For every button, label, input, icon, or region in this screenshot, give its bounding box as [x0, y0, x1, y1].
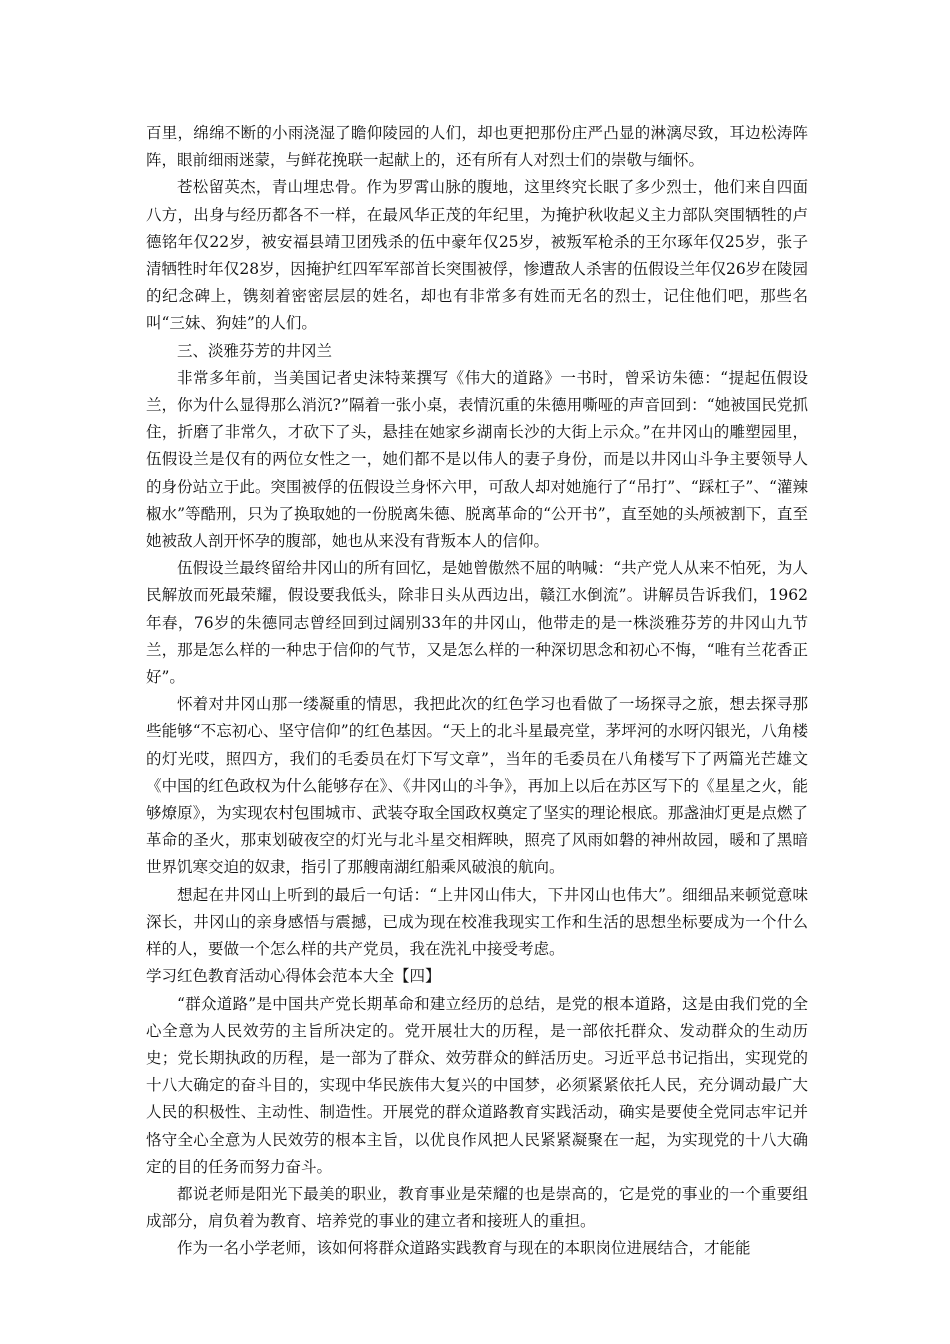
paragraph-primary-teacher: 作为一名小学老师，该如何将群众道路实践教育与现在的本职岗位进展结合，才能能 [177, 1239, 751, 1258]
paragraph-mass-line: “群众道路”是中国共产党长期革命和建立经历的总结，是党的根本道路，这是由我们党的全心全意为人民效劳的主旨所决定的。党开展壮大的历程，是一部依托群众、发动群众的生动历史；党长期执政的历程，是一部为了群众、效劳群众的鲜活历史。习近平总书记指出，实现党的十八大确定的奋斗目的，实现中华民族伟大复兴的中国梦，必须紧紧依托人民，充分调动最广大人民的积极性、主动性、制造性。开展党的群众道路教育实践活动，确实是要使全党同志牢记并恪守全心全意为人民效劳的根本主旨，以优良作风把人民紧紧凝聚在一起，为实现党的十八大确定的目的任务而努力奋斗。 [146, 994, 808, 1176]
paragraph-red-gene: 怀着对井冈山那一缕凝重的情思，我把此次的红色学习也看做了一场探寻之旅，想去探寻那些能够“不忘初心、坚守信仰”的红色基因。“天上的北斗星最亮堂，茅坪河的水呀闪银光，八角楼的灯光哎，照四方，我们的毛委员在灯下写文章”，当年的毛委员在八角楼写下了两篇光芒雄文《中国的红色政权为什么能够存在》、《井冈山的斗争》，再加上以后在苏区写下的《星星之火，能够燎原》，为实现农村包围城市、武装夺取全国政权奠定了坚实的理论根底。那盏油灯更是点燃了革命的圣火，那束划破夜空的灯光与北斗星交相辉映，照亮了风雨如磐的神州故园，暖和了黑暗世界饥寒交迫的奴隶，指引了那艘南湖红船乘风破浪的航向。 [146, 695, 808, 877]
section-title-four: 学习红色教育活动心得体会范本大全【四】 [146, 967, 441, 986]
paragraph-reflection: 想起在井冈山上听到的最后一句话：“上井冈山伟大，下井冈山也伟大”。细细品来顿觉意味深长，井冈山的亲身感悟与震撼，已成为现在校准我现实工作和生活的思想坐标要成为一个什么样的人，要做一个怎么样的共产党员，我在洗礼中接受考虑。 [146, 885, 808, 959]
paragraph-last-words: 伍假设兰最终留给井冈山的所有回忆，是她曾傲然不屈的呐喊：“共产党人从来不怕死，为人民解放而死最荣耀，假设要我低头，除非日头从西边出，赣江水倒流”。讲解员告诉我们，1962年春，76岁的朱德同志曾经回到过阔别33年的井冈山，他带走的是一株淡雅芬芳的井冈山九节兰，那是怎么样的一种忠于信仰的气节，又是怎么样的一种深切思念和初心不悔，“唯有兰花香正好”。 [146, 559, 808, 687]
paragraph-memorial-rain: 百里，绵绵不断的小雨浇湿了瞻仰陵园的人们，却也更把那份庄严凸显的淋漓尽致，耳边松涛阵阵，眼前细雨迷蒙，与鲜花挽联一起献上的，还有所有人对烈士们的崇敬与缅怀。 [146, 124, 808, 170]
document-body [146, 120, 808, 1263]
paragraph-martyrs: 苍松留英杰，青山埋忠骨。作为罗霄山脉的腹地，这里终究长眠了多少烈士，他们来自四面八方，出身与经历都各不一样，在最风华正茂的年纪里，为掩护秋收起义主力部队突围牺牲的卢德铭年仅22岁，被安福县靖卫团残杀的伍中豪年仅25岁，被叛军枪杀的王尔琢年仅25岁，张子清牺牲时年仅28岁，因掩护红四军军部首长突围被俘，惨遭敌人杀害的伍假设兰年仅26岁在陵园的纪念碑上，镌刻着密密层层的姓名，却也有非常多有姓而无名的烈士，记住他们吧，那些名叫“三妹、狗娃”的人们。 [146, 178, 808, 333]
paragraph-smedley-interview: 非常多年前，当美国记者史沫特莱撰写《伟大的道路》一书时，曾采访朱德：“提起伍假设兰，你为什么显得那么消沉?”隔着一张小桌，表情沉重的朱德用嘶哑的声音回到：“她被国民党抓住，折磨了非常久，才砍下了头，悬挂在她家乡湖南长沙的大街上示众。”在井冈山的雕塑园里，伍假设兰是仅有的两位女性之一，她们都不是以伟人的妻子身份，而是以井冈山斗争主要领导人的身份站立于此。突围被俘的伍假设兰身怀六甲，可敌人却对她施行了“吊打”、“踩杠子”、“灌辣椒水”等酷刑，只为了换取她的一份脱离朱德、脱离革命的“公开书”，直至她的头颅被割下，直至她被敌人剖开怀孕的腹部，她也从来没有背叛本人的信仰。 [146, 368, 808, 551]
paragraph-teacher-profession: 都说老师是阳光下最美的职业，教育事业是荣耀的也是崇高的，它是党的事业的一个重要组成部分，肩负着为教育、培养党的事业的建立者和接班人的重担。 [146, 1184, 808, 1231]
subheading-jinggang-orchid: 三、淡雅芬芳的井冈兰 [177, 341, 333, 360]
